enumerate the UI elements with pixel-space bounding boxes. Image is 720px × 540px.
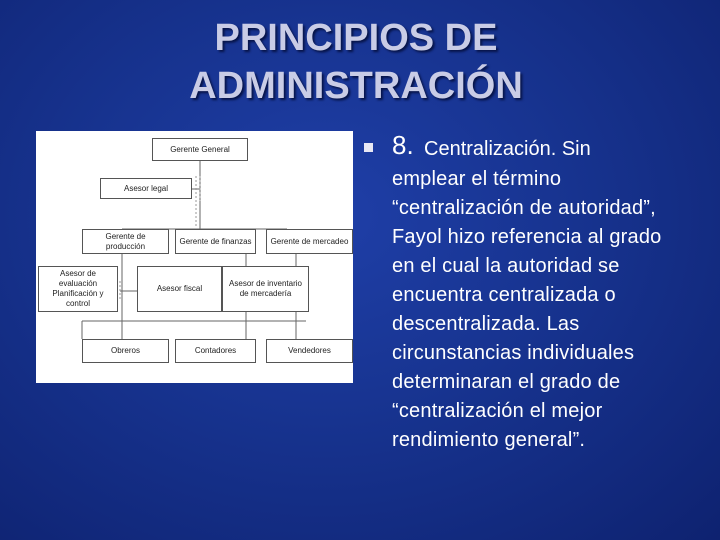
box-asesor-inventario (222, 266, 309, 312)
box-obreros: Obreros (82, 339, 169, 363)
box-asesor-fiscal: Asesor fiscal (137, 266, 222, 312)
bullet-line: “centralización de autoridad”, (392, 197, 656, 219)
box-vendedores: Vendedores (266, 339, 353, 363)
asesor-inventario-line2: de mercadería (239, 289, 292, 298)
bullet-line: “centralización el mejor (392, 400, 603, 422)
box-contadores: Contadores (175, 339, 256, 363)
bullet-body (392, 165, 712, 455)
asesor-inventario-line1: Asesor de inventario (229, 279, 302, 288)
title-line-1: PRINCIPIOS DE (214, 17, 498, 59)
bullet-line: determinaran el grado de (392, 371, 621, 393)
bullet-line: Fayol hizo referencia al grado (392, 226, 662, 248)
bullet-number: 8. (392, 130, 414, 160)
square-bullet-icon (364, 143, 373, 152)
box-gerente-produccion: Gerente de producción (82, 229, 169, 254)
slide-title (0, 14, 720, 110)
box-asesor-legal: Asesor legal (100, 178, 192, 199)
bullet-line: emplear el término (392, 168, 562, 190)
box-gerente-finanzas: Gerente de finanzas (175, 229, 256, 254)
box-gerente-mercadeo: Gerente de mercadeo (266, 229, 353, 254)
asesor-evaluacion-line2: Planificación y control (52, 289, 104, 308)
bullet-line: descentralizada. Las (392, 313, 580, 335)
org-chart-image (36, 131, 353, 383)
bullet-line: rendimiento general”. (392, 429, 586, 451)
box-asesor-evaluacion (38, 266, 118, 312)
title-line-2: ADMINISTRACIÓN (189, 65, 523, 107)
bullet-line: en el cual la autoridad se (392, 255, 620, 277)
bullet-line: circunstancias individuales (392, 342, 635, 364)
bullet-line: encuentra centralizada o (392, 284, 616, 306)
asesor-evaluacion-line1: Asesor de evaluación (58, 269, 98, 288)
box-gerente-general: Gerente General (152, 138, 248, 161)
bullet-lead: Centralización. Sin (424, 138, 591, 160)
